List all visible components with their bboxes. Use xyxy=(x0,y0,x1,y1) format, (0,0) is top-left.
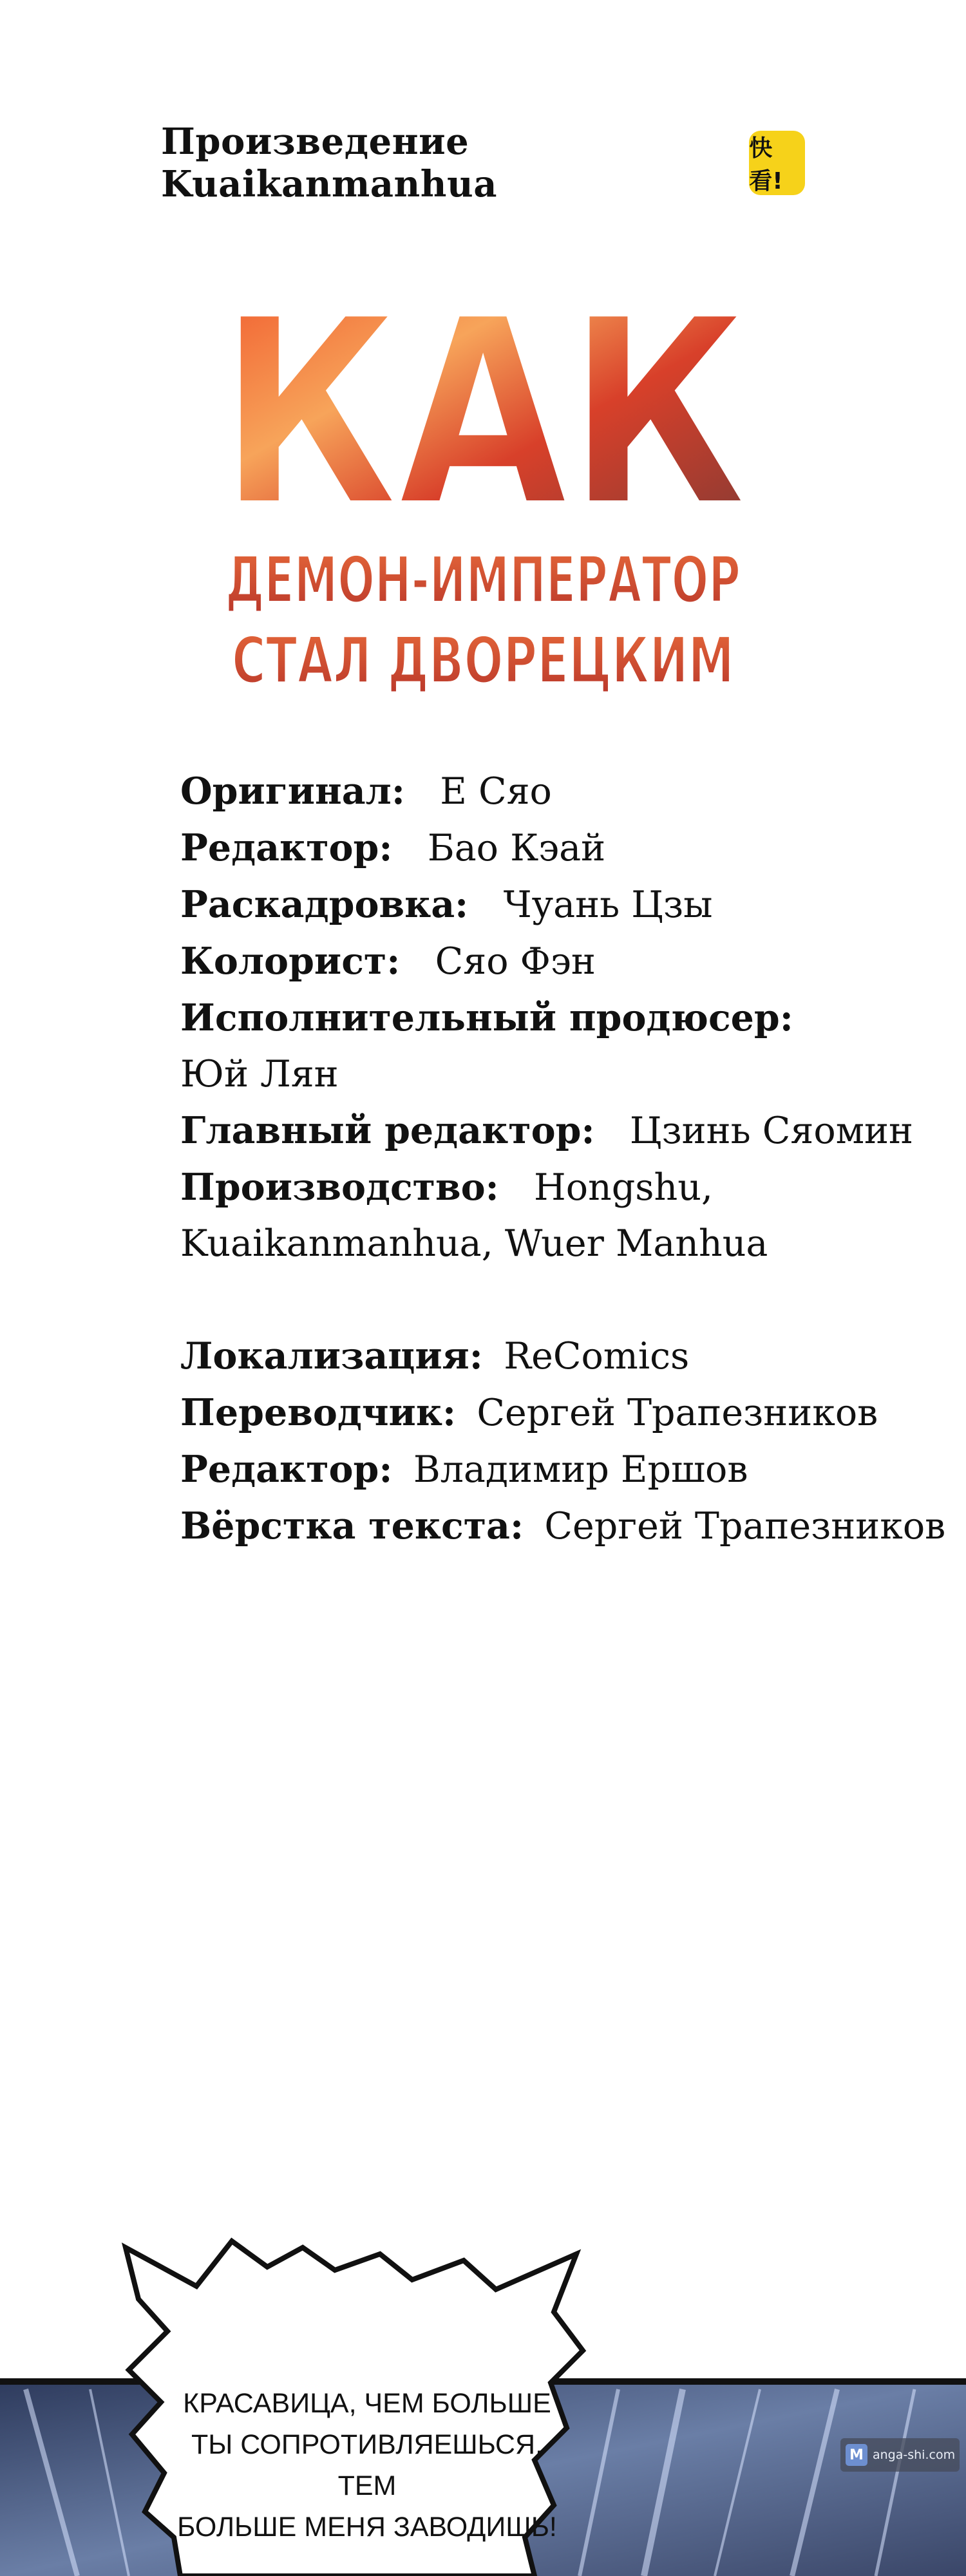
credit-original xyxy=(180,763,921,820)
loc-label: Редактор: xyxy=(180,1448,393,1491)
loc-label: Переводчик: xyxy=(180,1391,457,1434)
credit-label: Производство: xyxy=(180,1166,499,1209)
credit-value: Hongshu, xyxy=(534,1166,714,1209)
publisher-line xyxy=(161,120,805,205)
credit-label: Оригинал: xyxy=(180,770,405,813)
credit-chief-editor xyxy=(180,1103,921,1159)
publisher-logo: 快看! xyxy=(749,131,805,195)
title-line-1: ДЕМОН-ИМПЕРАТОР xyxy=(225,542,741,618)
credit-value: Цзинь Сяомин xyxy=(629,1110,914,1152)
credit-production-cont xyxy=(180,1216,921,1272)
speech-line: БОЛЬШЕ МЕНЯ ЗАВОДИШЬ! xyxy=(177,2512,557,2543)
loc-value: Сергей Трапезников xyxy=(544,1505,946,1548)
credit-production xyxy=(180,1159,921,1216)
credits-block xyxy=(180,763,946,1555)
speech-line: КРАСАВИЦА, ЧЕМ БОЛЬШЕ xyxy=(183,2388,551,2419)
credit-producer xyxy=(180,990,921,1046)
loc-editor xyxy=(180,1441,921,1498)
watermark xyxy=(840,2438,960,2472)
title-main: КАК xyxy=(219,264,747,564)
credit-label: Редактор: xyxy=(180,826,393,869)
title-logo xyxy=(206,245,760,708)
credit-value: Юй Лян xyxy=(180,1053,339,1095)
credit-colorist xyxy=(180,933,921,990)
credit-label: Раскадровка: xyxy=(180,883,469,926)
credit-label: Исполнительный продюсер: xyxy=(180,996,793,1039)
publisher-text: Произведение Kuaikanmanhua xyxy=(161,120,497,205)
credit-value: Kuaikanmanhua, Wuer Manhua xyxy=(180,1222,768,1265)
speech-line: ТЫ СОПРОТИВЛЯЕШЬСЯ, ТЕМ xyxy=(191,2429,543,2501)
loc-typeset xyxy=(180,1498,946,1555)
credit-label: Главный редактор: xyxy=(180,1109,595,1152)
loc-value: Сергей Трапезников xyxy=(477,1392,878,1434)
loc-label: Локализация: xyxy=(180,1334,483,1378)
manga-logo-icon: M xyxy=(846,2444,867,2466)
watermark-text: anga-shi.com xyxy=(873,2448,956,2462)
credit-label: Колорист: xyxy=(180,940,401,983)
loc-value: ReComics xyxy=(504,1335,690,1378)
credit-producer-value xyxy=(180,1046,921,1103)
loc-label: Вёрстка текста: xyxy=(180,1504,524,1548)
credit-value: Е Сяо xyxy=(440,770,552,813)
loc-localization xyxy=(180,1328,921,1385)
credit-storyboard xyxy=(180,876,921,933)
credit-value: Чуань Цзы xyxy=(503,884,713,926)
credit-value: Бао Кэай xyxy=(427,827,606,869)
loc-value: Владимир Ершов xyxy=(413,1448,748,1491)
title-line-2: СТАЛ ДВОРЕЦКИМ xyxy=(232,623,734,698)
speech-text xyxy=(174,2383,560,2548)
credits-spacer xyxy=(180,1272,921,1328)
credit-editor xyxy=(180,820,921,876)
loc-translator xyxy=(180,1385,921,1441)
credit-value: Сяо Фэн xyxy=(435,940,596,983)
